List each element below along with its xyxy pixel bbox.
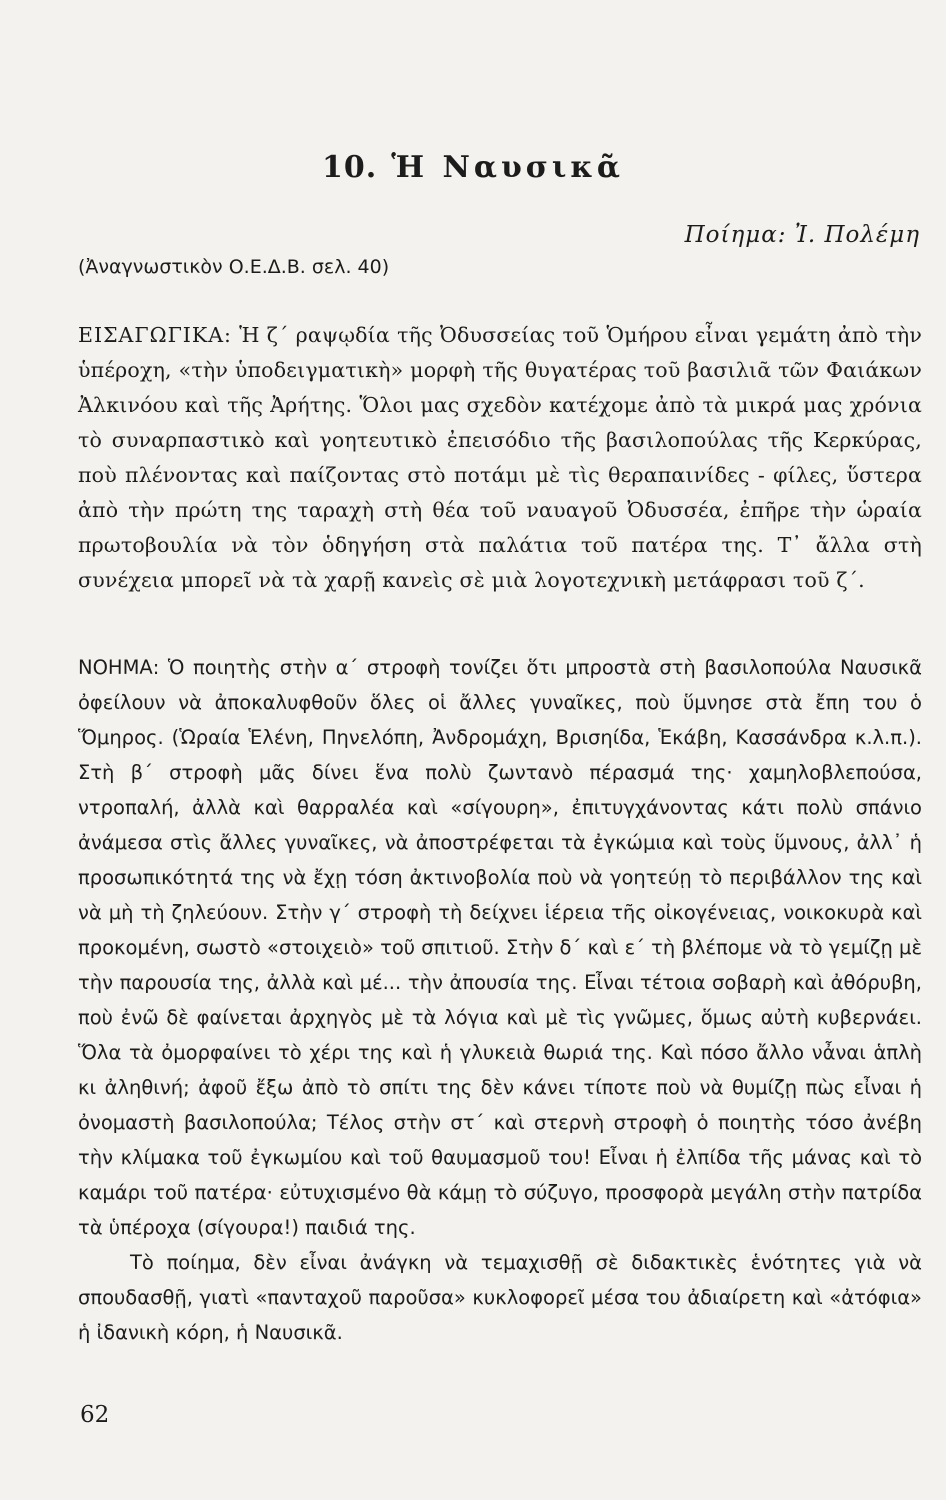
- meaning-paragraph-1: [78, 650, 922, 1245]
- chapter-title: [0, 150, 946, 185]
- page-number: 62: [80, 1402, 110, 1428]
- introduction-paragraph: [78, 318, 922, 598]
- meaning-section: [78, 650, 922, 1350]
- meaning-paragraph-2: Τὸ ποίημα, δὲν εἶναι ἀνάγκη νὰ τεμαχισθῇ σὲ διδακτικὲς ἑνότητες γιὰ νὰ σπουδασθῇ, γιατὶ «πανταχοῦ παροῦσα» κυκλοφορεῖ μέσα του ἀδιαίρετη καὶ «ἀτόφια» ἡ ἰδανικὴ κόρη, ἡ Ναυσικᾶ.: [78, 1251, 922, 1344]
- introduction-label: ΕΙΣΑΓΩΓΙΚΑ:: [78, 323, 232, 347]
- poem-author-credit: Ποίημα: Ἰ. Πολέμη: [684, 222, 920, 248]
- chapter-number: 10.: [321, 150, 378, 185]
- chapter-name: Ἡ Ναυσικᾶ: [391, 150, 624, 185]
- meaning-text-1: Ὁ ποιητὴς στὴν α΄ στροφὴ τονίζει ὅτι μπροστὰ στὴ βασιλοπούλα Ναυσικᾶ ὀφείλουν νὰ ἀποκαλυφθοῦν ὅλες οἱ ἄλλες γυναῖκες, ποὺ ὕμνησε στὰ ἔπη του ὁ Ὅμηρος. (Ὡραία Ἑλένη, Πηνελόπη, Ἀνδρομάχη, Βρισηίδα, Ἑκάβη, Κασσάνδρα κ.λ.π.). Στὴ β΄ στροφὴ μᾶς δίνει ἕνα πολὺ ζωντανὸ πέρασμά της· χαμηλοβλεπούσα, ντροπαλή, ἀλλὰ καὶ θαρραλέα καὶ «σίγουρη», ἐπιτυγχάνοντας κάτι πολὺ σπάνιο ἀνάμεσα στὶς ἄλλες γυναῖκες, νὰ ἀποστρέφεται τὰ ἐγκώμια καὶ τοὺς ὕμνους, ἀλλ᾽ ἡ προσωπικότητά της νὰ ἔχῃ τόση ἀκτινοβολία ποὺ νὰ γοητεύῃ τὸ περιβάλλον της καὶ νὰ μὴ τὴ ζηλεύουν. Στὴν γ΄ στροφὴ τὴ δείχνει ἱέρεια τῆς οἰκογένειας, νοικοκυρὰ καὶ προκομένη, σωστὸ «στοιχειὸ» τοῦ σπιτιοῦ. Στὴν δ΄ καὶ ε΄ τὴ βλέπομε νὰ τὸ γεμίζῃ μὲ τὴν παρουσία της, ἀλλὰ καὶ μέ... τὴν ἀπουσία της. Εἶναι τέτοια σοβαρὴ καὶ ἀθόρυβη, ποὺ ἐνῶ δὲ φαίνεται ἀρχηγὸς μὲ τὰ λόγια καὶ μὲ τὶς γνῶμες, ὅμως αὐτὴ κυβερνάει. Ὅλα τὰ ὀμορφαίνει τὸ χέρι της καὶ ἡ γλυκειὰ θωριά της. Καὶ πόσο ἄλλο νἆναι ἁπλὴ κι ἀληθινή; ἀφοῦ ἔξω ἀπὸ τὸ σπίτι της δὲν κάνει τίποτε ποὺ νὰ θυμίζῃ πὼς εἶναι ἡ ὀνομαστὴ βασιλοπούλα; Τέλος στὴν στ΄ καὶ στερνὴ στροφὴ ὁ ποιητὴς τόσο ἀνέβη τὴν κλίμακα τοῦ ἐγκωμίου καὶ τοῦ θαυμασμοῦ του! Εἶναι ἡ ἐλπίδα τῆς μάνας καὶ τὸ καμάρι τοῦ πατέρα· εὐτυχισμένο θὰ κάμῃ τὸ σύζυγο, προσφορὰ μεγάλη στὴν πατρίδα τὰ ὑπέροχα (σίγουρα!) παιδιά της.: [78, 656, 923, 1239]
- source-reference: (Ἀναγνωστικὸν Ο.Ε.Δ.Β. σελ. 40): [78, 256, 390, 278]
- introduction-text: Ἡ ζ΄ ραψῳδία τῆς Ὀδυσσείας τοῦ Ὁμήρου εἶναι γεμάτη ἀπὸ τὴν ὑπέροχη, «τὴν ὑποδειγματικὴ» μορφὴ τῆς θυγατέρας τοῦ βασιλιᾶ τῶν Φαιάκων Ἀλκινόου καὶ τῆς Ἀρήτης. Ὅλοι μας σχεδὸν κατέχομε ἀπὸ τὰ μικρά μας χρόνια τὸ συναρπαστικὸ καὶ γοητευτικὸ ἐπεισόδιο τῆς βασιλοπούλας τῆς Κερκύρας, ποὺ πλένοντας καὶ παίζοντας στὸ ποτάμι μὲ τὶς θεραπαινίδες - φίλες, ὕστερα ἀπὸ τὴν πρώτη της ταραχὴ στὴ θέα τοῦ ναυαγοῦ Ὀδυσσέα, ἐπῆρε τὴν ὡραία πρωτοβουλία νὰ τὸν ὁδηγήση στὰ παλάτια τοῦ πατέρα της. Τ᾽ ἄλλα στὴ συνέχεια μπορεῖ νὰ τὰ χαρῇ κανεὶς σὲ μιὰ λογοτεχνικὴ μετάφρασι τοῦ ζ΄.: [78, 323, 922, 592]
- meaning-label: ΝΟΗΜΑ:: [78, 656, 160, 679]
